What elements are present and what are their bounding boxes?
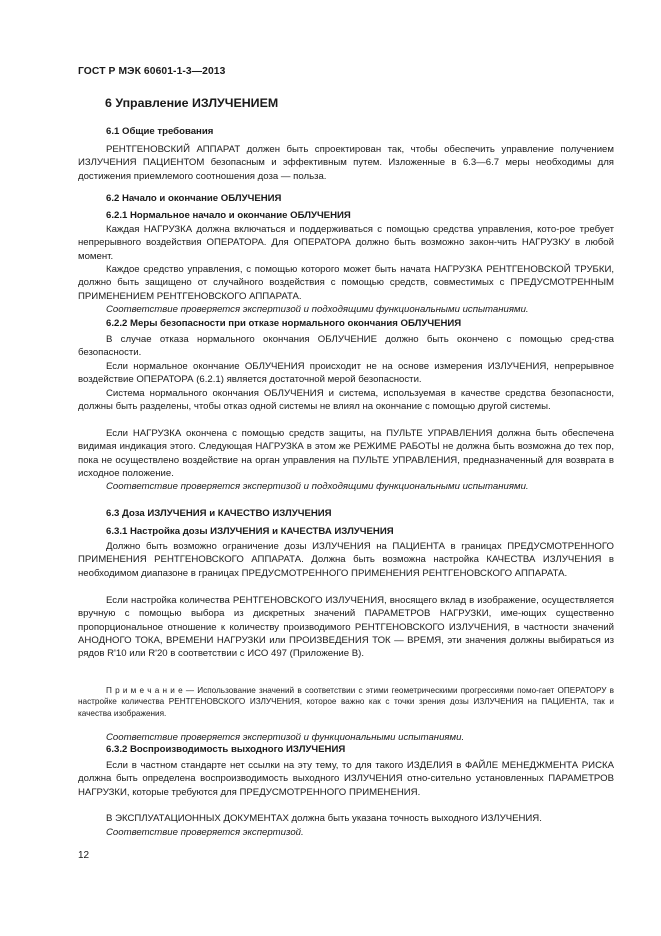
section-6-3-1-title: 6.3.1 Настройка дозы ИЗЛУЧЕНИЯ и КАЧЕСТВА ИЗЛУЧЕНИЯ bbox=[106, 526, 394, 537]
section-6-1-paragraph: РЕНТГЕНОВСКИЙ АППАРАТ должен быть спроектирован так, чтобы обеспечить управление получением ИЗЛУЧЕНИЯ ПАЦИЕНТОМ безопасным и эффективным путем. Изложенные в 6.3—6.7 меры необходимы для достижения приемлемого соотношения доза — польза. bbox=[78, 144, 614, 182]
section-6-3-1-note: П р и м е ч а н и е — Использование значений в соответствии с этими геометрическими прогрессиями помо-гает ОПЕРАТОРУ в настройке количества РЕНТГЕНОВСКОГО ИЗЛУЧЕНИЯ, которое важно как с точки зрения дозы ИЗЛУЧЕНИЯ на ПАЦИЕНТА, так и качества изображения. bbox=[78, 686, 614, 718]
section-6-2-1-paragraph-2: Каждое средство управления, с помощью которого может быть начата НАГРУЗКА РЕНТГЕНОВСКОЙ ТРУБКИ, должно быть защищено от случайного воздействия с помощью средств, совместимых с ПРЕДУСМОТРЕННЫМ ПРИМЕНЕНИЕМ РЕНТГЕНОВСКОГО АППАРАТА. bbox=[78, 264, 614, 302]
section-6-2-2-paragraph-3: Система нормального окончания ОБЛУЧЕНИЯ и система, используемая в качестве средства безопасности, должны быть разделены, чтобы отказ одной системы не влиял на окончание с помощью другой системы. bbox=[78, 388, 614, 413]
section-6-2-1-paragraph-1: Каждая НАГРУЗКА должна включаться и поддерживаться с помощью средства управления, кото-рое требует непрерывного воздействия ОПЕРАТОРА. Для ОПЕРАТОРА должно быть возможно закон-чить НАГРУЗКУ в любой момент. bbox=[78, 224, 614, 262]
section-6-2-2-paragraph-2: Если нормальное окончание ОБЛУЧЕНИЯ происходит не на основе измерения ИЗЛУЧЕНИЯ, непрерывное воздействие ОПЕРАТОРА (6.2.1) является достаточной мерой безопасности. bbox=[78, 361, 614, 386]
section-6-3-2-title: 6.3.2 Воспроизводимость выходного ИЗЛУЧЕНИЯ bbox=[106, 744, 346, 755]
section-6-3-2-compliance: Соответствие проверяется экспертизой. bbox=[106, 827, 304, 838]
section-6-3-1-paragraph-2: Если настройка количества РЕНТГЕНОВСКОГО ИЗЛУЧЕНИЯ, вносящего вклад в изображение, осуществляется вручную с помощью выбора из дискретных значений ПАРАМЕТРОВ НАГРУЗКИ, име-ющих существенно пропорциональное отношение к количеству производимого РЕНТГЕНОВСКОГО ИЗЛУЧЕНИЯ, в частности значений АНОДНОГО ТОКА, ВРЕМЕНИ НАГРУЗКИ или ПРОИЗВЕДЕНИЯ ТОК — ВРЕМЯ, эти значения должны выбираться из рядов R'10 или R'20 в соответствии с ИСО 497 (Приложение В). bbox=[78, 595, 614, 660]
page-number: 12 bbox=[78, 850, 90, 861]
section-6-1-title: 6.1 Общие требования bbox=[106, 126, 214, 137]
section-6-3-1-compliance: Соответствие проверяется экспертизой и функциональными испытаниями. bbox=[106, 732, 465, 743]
section-6-2-1-compliance: Соответствие проверяется экспертизой и подходящими функциональными испытаниями. bbox=[106, 304, 529, 315]
section-6-2-2-compliance: Соответствие проверяется экспертизой и подходящими функциональными испытаниями. bbox=[106, 481, 529, 492]
section-6-3-2-paragraph-1: Если в частном стандарте нет ссылки на эту тему, то для такого ИЗДЕЛИЯ в ФАЙЛЕ МЕНЕДЖМЕНТА РИСКА должна быть определена воспроизводимость выходного ИЗЛУЧЕНИЯ отно-сительно установленных ПАРАМЕТРОВ НАГРУЗКИ, которые требуются для ПРЕДУСМОТРЕННОГО ПРИМЕНЕНИЯ. bbox=[78, 760, 614, 798]
section-6-2-1-title: 6.2.1 Нормальное начало и окончание ОБЛУЧЕНИЯ bbox=[106, 210, 351, 221]
section-6-2-2-paragraph-1: В случае отказа нормального окончания ОБЛУЧЕНИЕ должно быть окончено с помощью сред-ства безопасности. bbox=[78, 334, 614, 359]
section-6-2-title: 6.2 Начало и окончание ОБЛУЧЕНИЯ bbox=[106, 193, 282, 204]
section-6-2-2-title: 6.2.2 Меры безопасности при отказе нормального окончания ОБЛУЧЕНИЯ bbox=[106, 318, 462, 329]
section-6-3-title: 6.3 Доза ИЗЛУЧЕНИЯ и КАЧЕСТВО ИЗЛУЧЕНИЯ bbox=[106, 508, 332, 519]
section-6-2-2-paragraph-4: Если НАГРУЗКА окончена с помощью средств защиты, на ПУЛЬТЕ УПРАВЛЕНИЯ должна быть обеспечена видимая индикация этого. Следующая НАГРУЗКА в этом же РЕЖИМЕ РАБОТЫ не должна быть возможна до тех пор, пока не осуществлено воздействие на орган управления на ПУЛЬТЕ УПРАВЛЕНИЯ, предназначенный для возврата в исходное положение. bbox=[78, 428, 614, 479]
section-6-3-2-paragraph-2: В ЭКСПЛУАТАЦИОННЫХ ДОКУМЕНТАХ должна быть указана точность выходного ИЗЛУЧЕНИЯ. bbox=[106, 813, 542, 824]
section-6-title: 6 Управление ИЗЛУЧЕНИЕМ bbox=[105, 96, 279, 110]
standard-header: ГОСТ Р МЭК 60601-1-3—2013 bbox=[78, 66, 226, 77]
section-6-3-1-paragraph-1: Должно быть возможно ограничение дозы ИЗЛУЧЕНИЯ на ПАЦИЕНТА в границах ПРЕДУСМОТРЕННОГО ПРИМЕНЕНИЯ РЕНТГЕНОВСКОГО АППАРАТА. Должна быть возможна настройка КАЧЕСТВА ИЗЛУЧЕНИЯ в необходимом диапазоне в границах ПРЕДУСМОТРЕННОГО ПРИМЕНЕНИЯ РЕНТГЕНОВСКОГО АППАРАТА. bbox=[78, 541, 614, 579]
